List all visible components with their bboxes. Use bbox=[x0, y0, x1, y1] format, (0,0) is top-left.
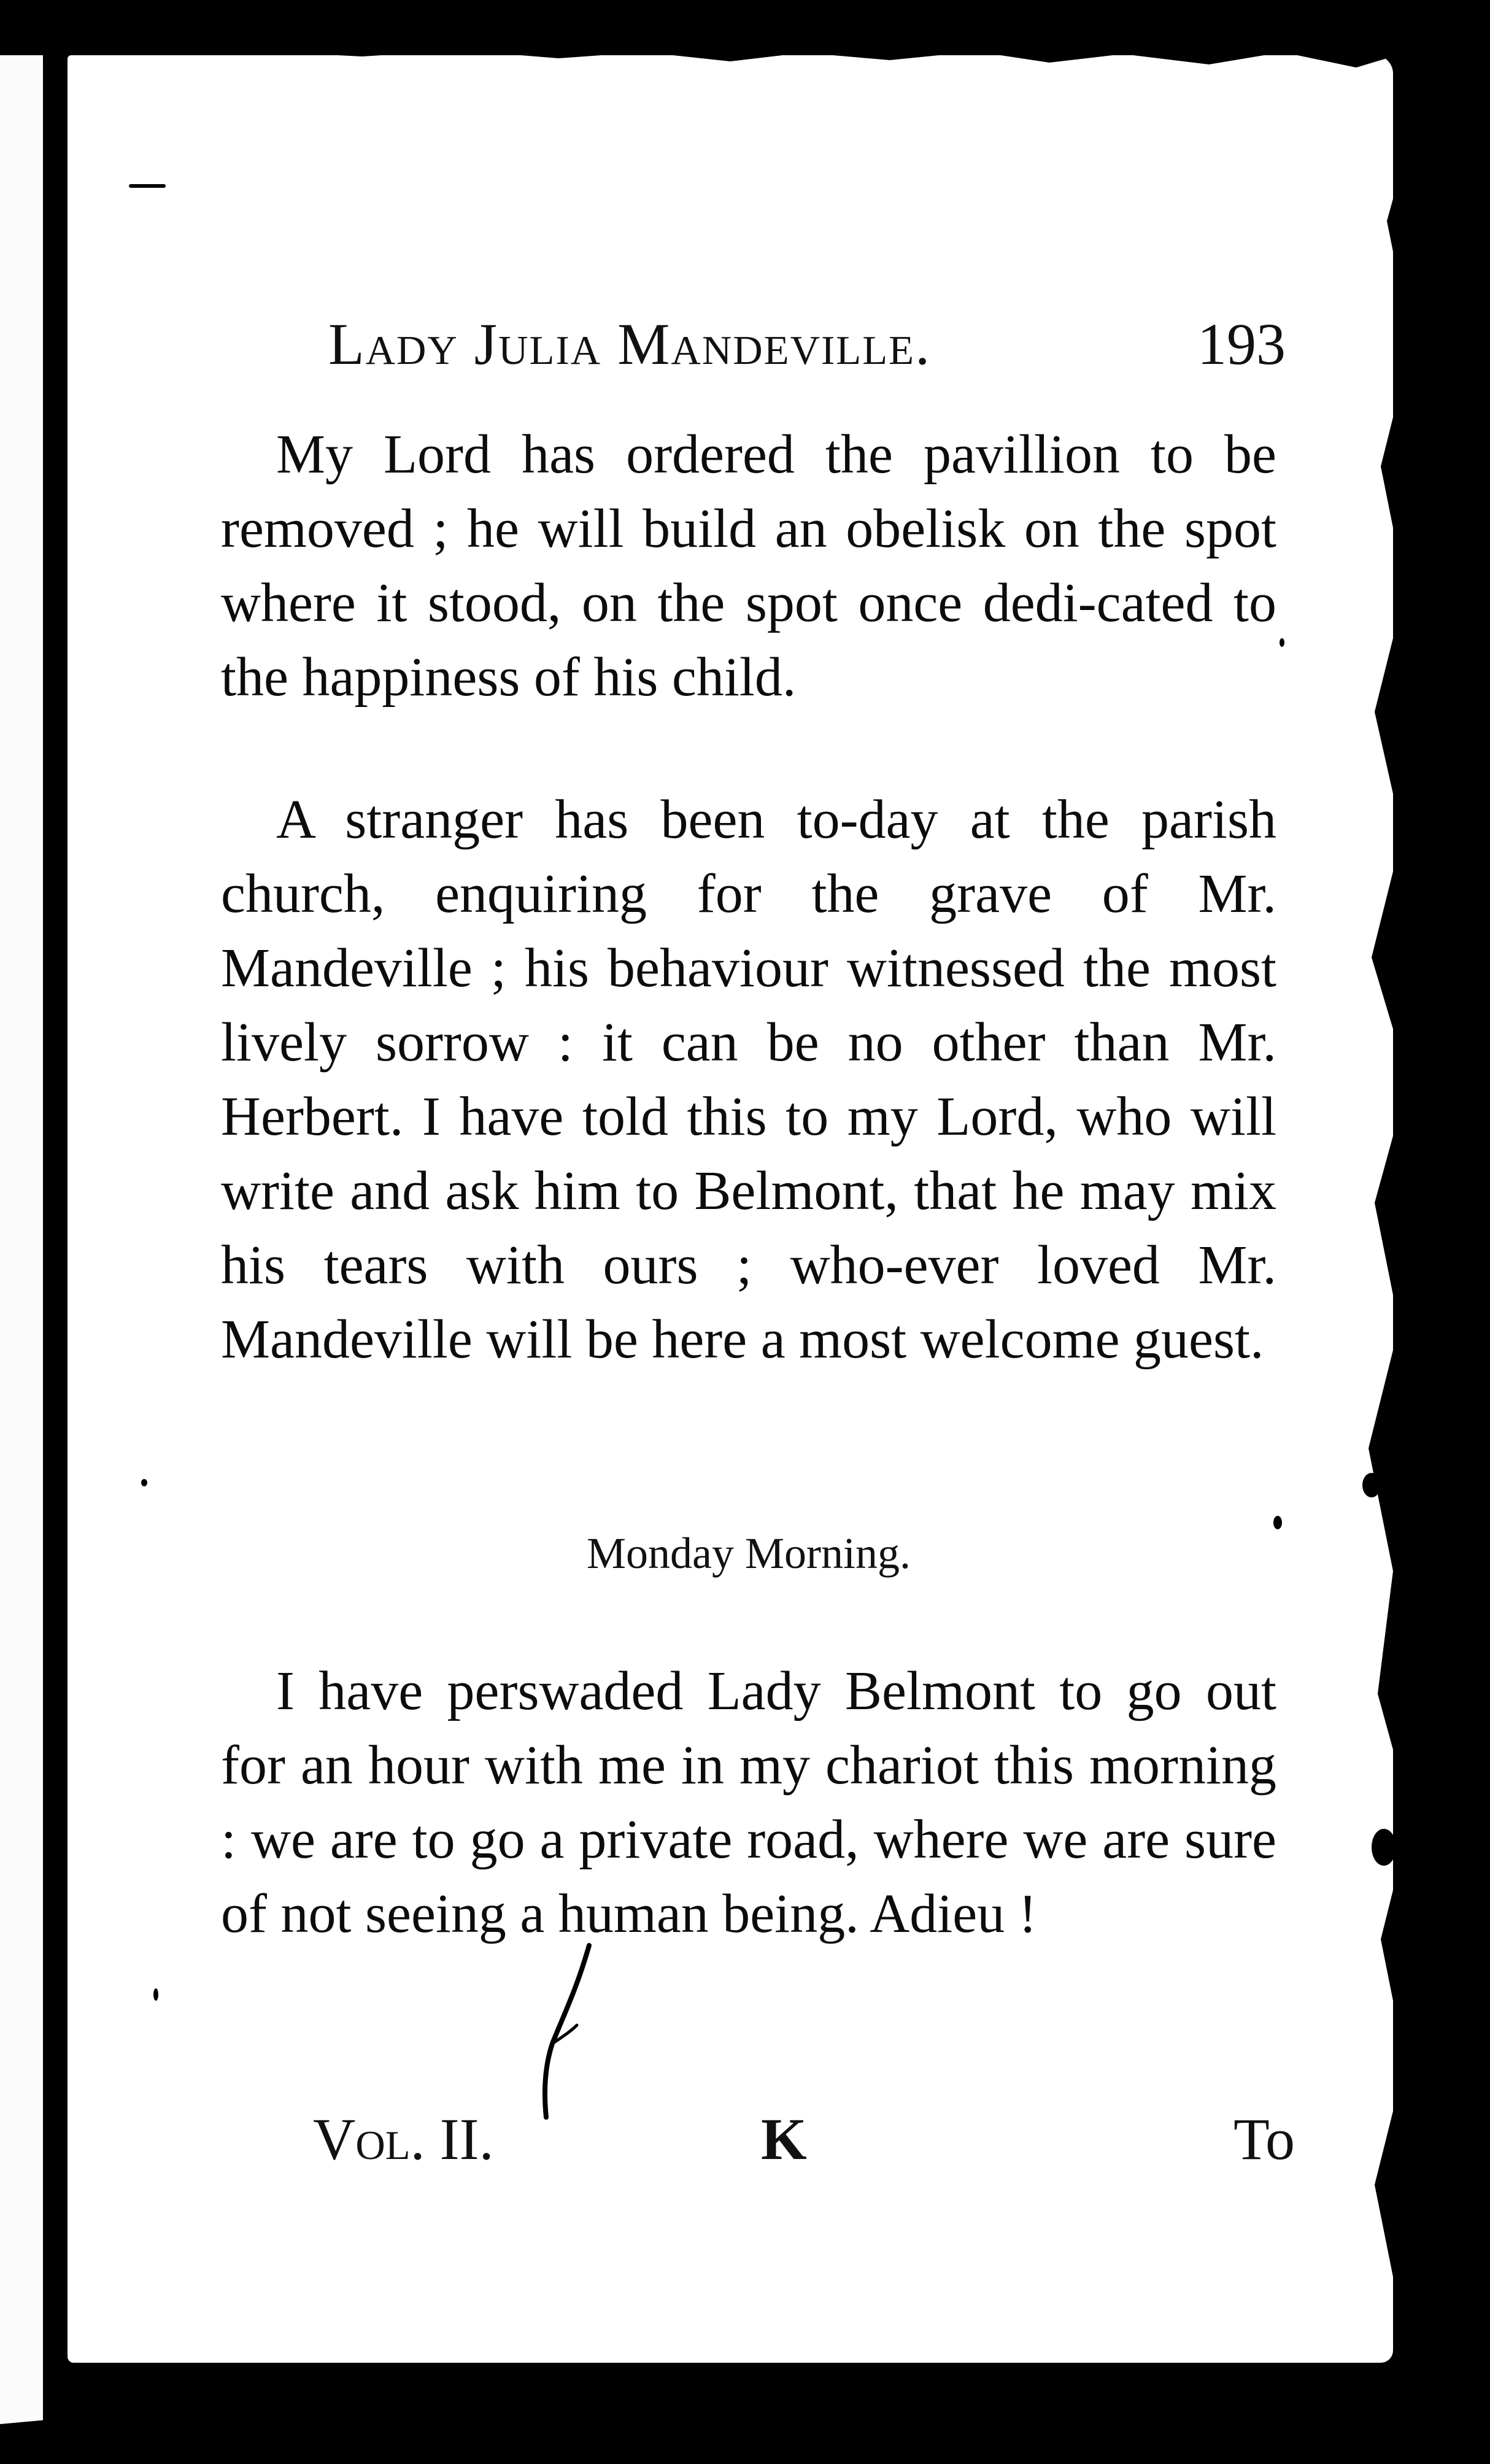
running-head bbox=[328, 310, 1286, 384]
date-heading: Monday Morning. bbox=[587, 1529, 911, 1578]
ink-speck bbox=[141, 1479, 147, 1486]
facing-page-edge bbox=[0, 55, 43, 2436]
running-title: Lady Julia Mandeville. bbox=[328, 311, 932, 377]
ink-speck bbox=[129, 184, 166, 188]
ink-speck bbox=[1280, 638, 1284, 647]
paragraph-2: A stranger has been to-day at the parish church, enquiring for the grave of Mr. Mandeville ; his behaviour witnessed the most lively sorrow : it can be no other than Mr. Herbert. I have told this to my Lord, who will write and ask him to Belmont, that he may mix his tears with ours ; who-ever loved Mr. Mandeville will be here a most welcome guest. bbox=[221, 789, 1276, 1370]
paragraph-1: My Lord has ordered the pavillion to be removed ; he will build an obelisk on the spot where it stood, on the spot once dedi-cated to the happiness of his child. bbox=[221, 424, 1276, 708]
binding-gutter bbox=[43, 37, 68, 2464]
volume-signature: Vol. II. bbox=[313, 2106, 494, 2172]
pen-stroke-mark bbox=[528, 1939, 601, 2123]
ragged-top-edge bbox=[68, 25, 1490, 74]
paragraph-3: I have perswaded Lady Belmont to go out for an hour with me in my chariot this morning : we are to go a private road, where we are sure of not seeing a human being. Adieu ! bbox=[221, 1661, 1276, 1944]
ink-speck bbox=[1372, 1829, 1396, 1866]
ragged-bottom-edge bbox=[0, 2332, 1490, 2464]
page-number: 193 bbox=[1197, 311, 1286, 377]
signature-mark: K bbox=[761, 2106, 807, 2172]
catchword: To bbox=[1233, 2106, 1295, 2172]
ink-speck bbox=[1273, 1516, 1282, 1529]
ragged-right-edge bbox=[1350, 37, 1490, 2464]
page-footer bbox=[313, 2105, 1295, 2179]
ink-speck bbox=[153, 1988, 158, 2001]
ink-speck bbox=[1362, 1473, 1381, 1497]
